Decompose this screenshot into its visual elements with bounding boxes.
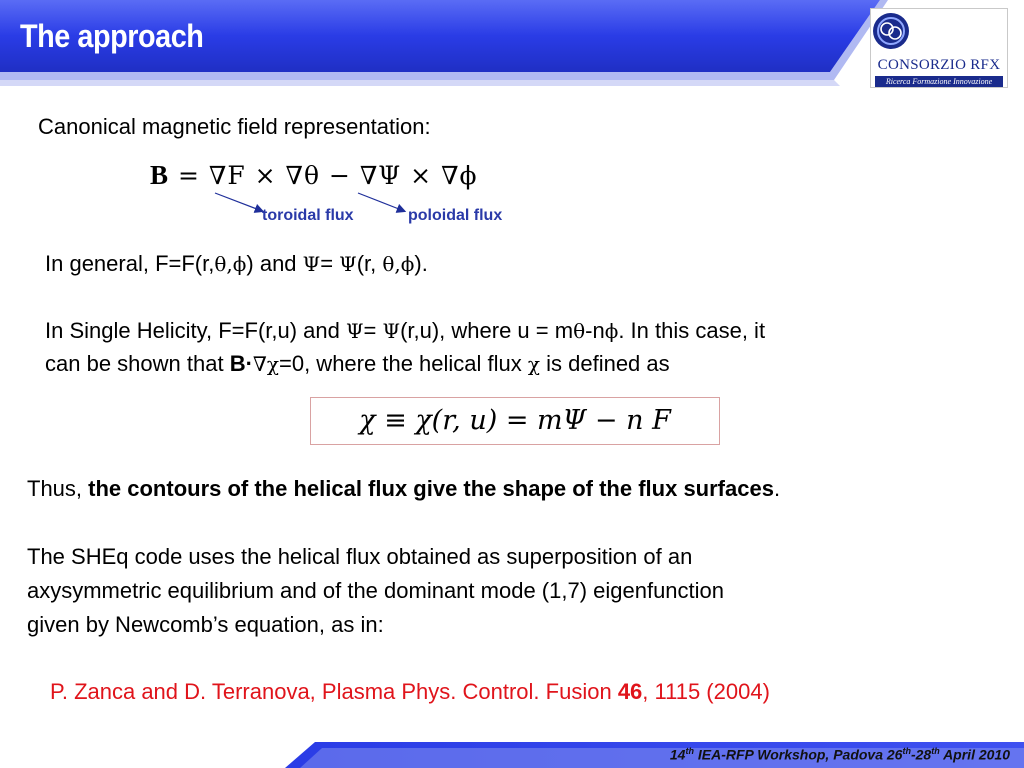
footer-a: 14: [669, 746, 686, 763]
intro-text: Canonical magnetic field representation:: [38, 114, 431, 139]
helical-flux-formula: χ ≡ χ(r, u) = mΨ − n F: [310, 397, 720, 445]
sh-line1-c: (r,u), where u = m: [400, 318, 574, 343]
sh-line1-e: . In this case, it: [618, 318, 766, 343]
poloidal-flux-label: poloidal flux: [408, 207, 503, 224]
reference-volume: 46: [617, 679, 643, 704]
sheq-line-1: The SHEq code uses the helical flux obtained as superposition of an: [27, 544, 693, 569]
reference-pages: , 1115 (2004): [642, 679, 770, 704]
header-banner: [0, 0, 1024, 96]
sh-line2-c: is defined as: [540, 351, 670, 376]
toroidal-flux-label: toroidal flux: [262, 207, 354, 224]
sh-line2-b: =0, where the helical flux: [279, 351, 528, 376]
sheq-line-2: axysymmetric equilibrium and of the dominant mode (1,7) eigenfunction: [27, 578, 725, 603]
toroidal-arrow: [215, 193, 262, 211]
poloidal-arrow: [358, 193, 404, 211]
footer-a-sup: th: [685, 746, 694, 756]
sh-line2-a: can be shown that: [45, 351, 230, 376]
footer-b: IEA-RFP Workshop, Padova 26: [693, 746, 903, 763]
footer-c: -28: [910, 746, 932, 763]
magnetic-field-formula: [150, 160, 478, 191]
general-eq: =: [320, 251, 340, 276]
general-end: ).: [414, 251, 428, 276]
single-helicity-line2: [45, 349, 670, 379]
footer-b-sup: th: [902, 746, 911, 756]
footer-d: April 2010: [939, 746, 1010, 763]
sh-nabla-chi: ∇χ: [252, 352, 279, 376]
single-helicity-line1: [45, 316, 765, 346]
sh-psi: Ψ: [346, 319, 364, 343]
thus-suffix: .: [773, 476, 781, 501]
sh-phi: ϕ: [604, 319, 619, 343]
sh-chi: χ: [527, 352, 540, 376]
sh-line1-b: =: [363, 318, 383, 343]
general-dependence-text: [45, 249, 428, 279]
sh-theta: θ: [573, 319, 586, 343]
sheq-line-3: given by Newcomb’s equation, as in:: [27, 612, 384, 637]
reference-citation: [50, 677, 770, 707]
sh-psi2: Ψ: [382, 319, 401, 343]
general-rest: (r,: [356, 251, 383, 276]
general-psi2: Ψ: [339, 252, 357, 276]
footer-workshop-text: [670, 746, 1010, 763]
slide-title: The approach: [20, 18, 204, 54]
general-args: θ,ϕ: [214, 252, 247, 276]
rfx-emblem-icon: [871, 9, 911, 53]
sh-line1-d: -n: [585, 318, 605, 343]
thus-text: [27, 474, 780, 504]
thus-bold: the contours of the helical flux give the shape of the flux surfaces: [88, 476, 774, 501]
consorzio-rfx-logo: [870, 8, 1008, 88]
logo-name: CONSORZIO RFX: [877, 57, 1001, 73]
formula-b-symbol: B: [150, 160, 170, 190]
general-psi: Ψ: [302, 252, 321, 276]
logo-tagline: Ricerca Formazione Innovazione: [875, 76, 1003, 87]
general-args2: θ,ϕ: [382, 252, 415, 276]
general-mid: ) and: [246, 251, 303, 276]
sh-line1-a: In Single Helicity, F=F(r,u) and: [45, 318, 346, 343]
sh-b-dot: B·: [229, 351, 253, 376]
general-prefix: In general, F=F(r,: [45, 251, 215, 276]
formula-rhs: = ∇F × ∇θ − ∇Ψ × ∇ϕ: [169, 161, 478, 190]
reference-authors: P. Zanca and D. Terranova, Plasma Phys. Control. Fusion: [50, 679, 618, 704]
footer-banner: [0, 738, 1024, 768]
thus-prefix: Thus,: [27, 476, 89, 501]
footer-c-sup: th: [931, 746, 940, 756]
